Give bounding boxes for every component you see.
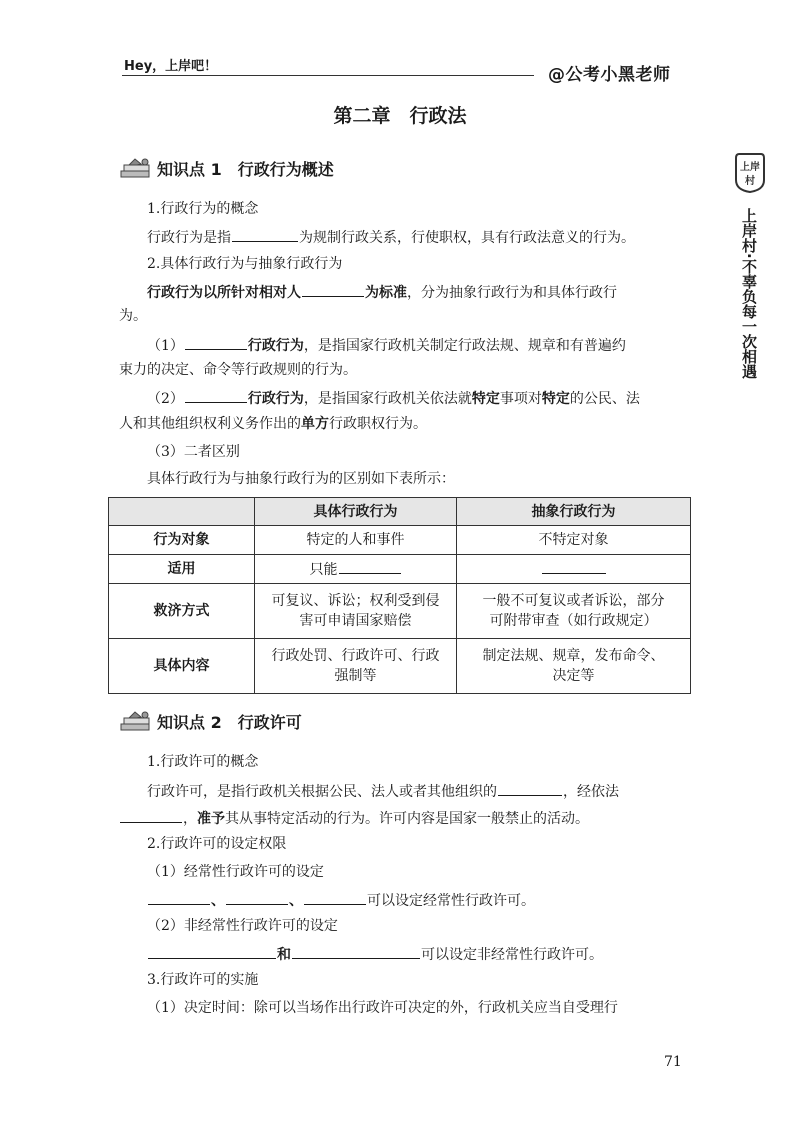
fill-blank [498, 780, 562, 796]
table-cell: 不特定对象 [457, 526, 691, 555]
row-label: 适用 [109, 555, 255, 584]
table-cell: 只能 [255, 555, 457, 584]
table-row [109, 584, 691, 639]
paragraph: 和 可以设定非经常性行政许可。 [147, 943, 603, 965]
fill-blank [148, 943, 276, 959]
table-cell: 可复议、诉讼；权利受到侵 害可申请国家赔偿 [255, 584, 457, 639]
paragraph: 为。 [119, 308, 147, 324]
row-label: 行为对象 [109, 526, 255, 555]
table-cell: 一般不可复议或者诉讼，部分 可附带审查（如行政规定） [457, 584, 691, 639]
table-header-cell [109, 498, 255, 526]
paragraph: 2.具体行政行为与抽象行政行为 [147, 256, 343, 272]
header-slogan: Hey，上岸吧！ [124, 59, 218, 74]
paragraph: 1.行政行为的概念 [147, 201, 259, 217]
fill-blank [185, 334, 247, 350]
paragraph: 行政许可，是指行政机关根据公民、法人或者其他组织的 ，经依法 [147, 780, 619, 802]
row-label: 具体内容 [109, 639, 255, 694]
section-title: 知识点 2 行政许可 [157, 712, 302, 732]
header-author: @公考小黑老师 [548, 65, 671, 85]
table-row [109, 555, 691, 584]
paragraph: （3）二者区别 [147, 444, 240, 460]
fill-blank [185, 387, 247, 403]
paragraph: 行政行为是指 为规制行政关系，行使职权，具有行政法意义的行为。 [147, 226, 635, 248]
row-label: 救济方式 [109, 584, 255, 639]
fill-blank [542, 558, 606, 574]
svg-text:村: 村 [745, 176, 755, 187]
side-vertical-slogan: 上岸村·不辜负每一次相遇 [740, 208, 758, 379]
fill-blank [302, 281, 364, 297]
book-stack-icon [119, 156, 155, 180]
paragraph: 、 、 可以设定经常性行政许可。 [147, 889, 535, 911]
paragraph: （1）经常性行政许可的设定 [147, 864, 324, 880]
fill-blank [120, 807, 182, 823]
table-header-row [109, 498, 691, 526]
paragraph: 1.行政许可的概念 [147, 754, 259, 770]
table-cell: 特定的人和事件 [255, 526, 457, 555]
paragraph: ，准予其从事特定活动的行为。许可内容是国家一般禁止的活动。 [119, 807, 589, 829]
table-row [109, 526, 691, 555]
paragraph: （2） 行政行为，是指国家行政机关依法就特定事项对特定的公民、法 [147, 387, 640, 409]
chapter-title: 第二章 行政法 [333, 105, 467, 127]
header-rule [122, 75, 534, 76]
book-stack-icon [119, 709, 155, 733]
paragraph: （1）决定时间：除可以当场作出行政许可决定的外，行政机关应当自受理行 [147, 1000, 618, 1016]
table-cell: 行政处罚、行政许可、行政 强制等 [255, 639, 457, 694]
fill-blank [226, 889, 288, 905]
paragraph: 具体行政行为与抽象行政行为的区别如下表所示： [147, 471, 455, 487]
fill-blank [292, 943, 420, 959]
table-cell [457, 555, 691, 584]
table-header-cell: 抽象行政行为 [457, 498, 691, 526]
section-heading-1 [119, 155, 334, 181]
table-cell: 制定法规、规章，发布命令、 决定等 [457, 639, 691, 694]
fill-blank [148, 889, 210, 905]
paragraph: 3.行政许可的实施 [147, 972, 259, 988]
paragraph: （2）非经常性行政许可的设定 [147, 918, 338, 934]
table-header-cell: 具体行政行为 [255, 498, 457, 526]
fill-blank [232, 226, 298, 242]
svg-text:上岸: 上岸 [740, 162, 760, 173]
stamp-seal-icon [733, 150, 767, 194]
fill-blank [339, 558, 401, 574]
table-row [109, 639, 691, 694]
paragraph: （1） 行政行为，是指国家行政机关制定行政法规、规章和有普遍约 [147, 334, 626, 356]
paragraph: 束力的决定、命令等行政规则的行为。 [119, 362, 357, 378]
paragraph: 2.行政许可的设定权限 [147, 836, 287, 852]
comparison-table [108, 497, 691, 694]
section-heading-2 [119, 708, 302, 734]
paragraph: 行政行为以所针对相对人 为标准，分为抽象行政行为和具体行政行 [147, 281, 617, 303]
section-title: 知识点 1 行政行为概述 [157, 159, 334, 179]
fill-blank [304, 889, 366, 905]
paragraph: 人和其他组织权利义务作出的单方行政职权行为。 [119, 416, 427, 432]
page-number: 71 [664, 1054, 682, 1070]
